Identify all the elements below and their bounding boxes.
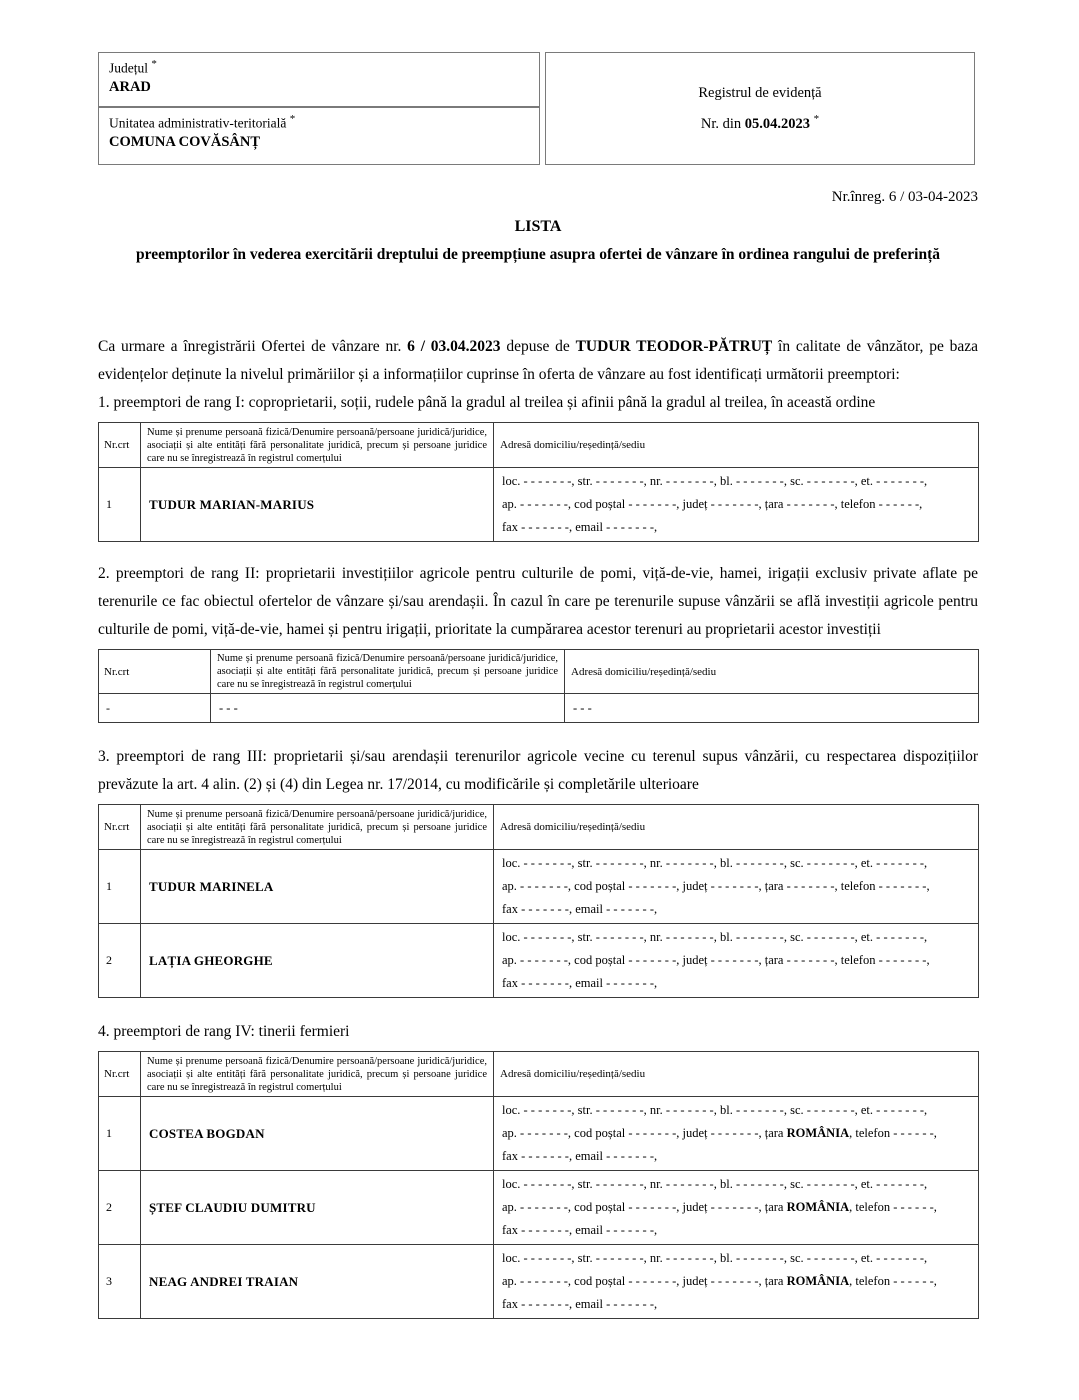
address-line1: loc. - - - - - - -, str. - - - - - - -, nr. - - - - - - -, bl. - - - - - - -, sc. - - - - - - -, et. - - - - - - -, bbox=[502, 1103, 928, 1117]
preemptor-address bbox=[494, 1171, 979, 1245]
address-line2-pre: ap. - - - - - - -, cod poștal - - - - - - -, județ - - - - - - -, țara bbox=[502, 1200, 787, 1214]
address-line3: fax - - - - - - -, email - - - - - - -, bbox=[502, 520, 658, 534]
preemptor-address bbox=[494, 1097, 979, 1171]
uat-value: COMUNA COVĂSÂNȚ bbox=[109, 133, 261, 150]
header-boxes bbox=[98, 52, 978, 165]
table-row bbox=[99, 1097, 979, 1171]
col-header-name: Nume și prenume persoană fizică/Denumire persoană/persoane juridică/juridice, asociații și alte entități fără personalitate juridică, precum și persoane juridice care nu se înregistrează în registrul comerțului bbox=[141, 423, 494, 468]
address-line3: fax - - - - - - -, email - - - - - - -, bbox=[502, 1297, 658, 1311]
seller-name: TUDUR TEODOR-PĂTRUȚ bbox=[575, 338, 773, 355]
address-line3: fax - - - - - - -, email - - - - - - -, bbox=[502, 1223, 658, 1237]
col-header-number: Nr.crt bbox=[99, 423, 141, 468]
registration-number-line: Nr.înreg. 6 / 03-04-2023 bbox=[831, 189, 978, 205]
preemptor-name: COSTEA BOGDAN bbox=[141, 1097, 494, 1171]
address-line1: loc. - - - - - - -, str. - - - - - - -, nr. - - - - - - -, bl. - - - - - - -, sc. - - - - - - -, et. - - - - - - -, bbox=[502, 856, 928, 870]
row-number: 1 bbox=[99, 468, 141, 542]
preemptor-name: NEAG ANDREI TRAIAN bbox=[141, 1245, 494, 1319]
address-country: ROMÂNIA bbox=[786, 1274, 850, 1288]
address-line2 bbox=[502, 875, 970, 898]
section-rank4-heading: 4. preemptori de rang IV: tinerii fermieri bbox=[98, 1023, 350, 1040]
address-country: ROMÂNIA bbox=[786, 1126, 850, 1140]
row-number: 2 bbox=[99, 1171, 141, 1245]
preemptor-name: LAȚIA GHEORGHE bbox=[141, 924, 494, 998]
registry-box bbox=[545, 52, 975, 165]
address-line1: loc. - - - - - - -, str. - - - - - - -, nr. - - - - - - -, bl. - - - - - - -, sc. - - - - - - -, et. - - - - - - -, bbox=[502, 1251, 928, 1265]
address-line1: loc. - - - - - - -, str. - - - - - - -, nr. - - - - - - -, bl. - - - - - - -, sc. - - - - - - -, et. - - - - - - -, bbox=[502, 1177, 928, 1191]
table-header-row bbox=[99, 1052, 979, 1097]
col-header-number: Nr.crt bbox=[99, 650, 211, 694]
uat-required-star: * bbox=[289, 113, 296, 125]
row-number: 1 bbox=[99, 1097, 141, 1171]
uat-cell bbox=[99, 108, 539, 163]
county-required-star: * bbox=[151, 58, 157, 70]
county-label bbox=[109, 58, 539, 77]
table-row bbox=[99, 468, 979, 542]
col-header-address: Adresă domiciliu/reședință/sediu bbox=[494, 1052, 979, 1097]
registry-number-line bbox=[701, 106, 819, 137]
preemptor-address bbox=[494, 468, 979, 542]
address-line2-post: , telefon - - - - - -, bbox=[849, 1126, 937, 1140]
address-line2 bbox=[502, 1196, 970, 1219]
col-header-address: Adresă domiciliu/reședință/sediu bbox=[565, 650, 979, 694]
preemptor-address bbox=[494, 924, 979, 998]
address-line2-post: , telefon - - - - - -, bbox=[849, 1200, 937, 1214]
uat-label-text: Unitatea administrativ-teritorială bbox=[109, 115, 287, 131]
col-header-name: Nume și prenume persoană fizică/Denumire persoană/persoane juridică/juridice, asociații și alte entități fără personalitate juridică, precum și persoane juridice care nu se înregistrează în registrul comerțului bbox=[141, 805, 494, 850]
table-header-row bbox=[99, 805, 979, 850]
rank1-table bbox=[98, 422, 979, 542]
county-label-text: Județul bbox=[109, 60, 148, 76]
col-header-address: Adresă domiciliu/reședință/sediu bbox=[494, 423, 979, 468]
county-value: ARAD bbox=[109, 78, 151, 95]
document-subtitle: preemptorilor în vederea exercitării dreptului de preempțiune asupra ofertei de vânzare în ordinea rangului de preferință bbox=[135, 246, 941, 263]
address-line2 bbox=[502, 1270, 970, 1293]
uat-label bbox=[109, 113, 539, 132]
intro-text-1: Ca urmare a înregistrării Ofertei de vânzare nr. bbox=[98, 338, 408, 355]
col-header-name: Nume și prenume persoană fizică/Denumire persoană/persoane juridică/juridice, asociații și alte entități fără personalitate juridică, precum și persoane juridice care nu se înregistrează în registrul comerțului bbox=[211, 650, 565, 694]
address-country: ROMÂNIA bbox=[786, 1200, 850, 1214]
address-line2 bbox=[502, 493, 970, 516]
registry-date: 05.04.2023 bbox=[744, 115, 811, 132]
section-rank3-heading: 3. preemptori de rang III: proprietarii și/sau arendașii terenurilor agricole vecine cu terenul supus vânzării, cu respectarea dispozițiilor prevăzute la art. 4 alin. (2) și (4) din Legea nr. 17/2014, cu modificările și completările ulterioare bbox=[98, 748, 978, 793]
table-row bbox=[99, 850, 979, 924]
county-cell bbox=[99, 53, 539, 108]
rank2-table bbox=[98, 649, 979, 723]
address-line3: fax - - - - - - -, email - - - - - - -, bbox=[502, 976, 658, 990]
row-number: 1 bbox=[99, 850, 141, 924]
col-header-number: Nr.crt bbox=[99, 805, 141, 850]
preemptor-name: - - - bbox=[211, 694, 565, 723]
section-rank1-heading: 1. preemptori de rang I: coproprietarii, soții, rudele până la gradul al treilea și afinii până la gradul al treilea, în această ordine bbox=[98, 394, 876, 411]
table-row bbox=[99, 924, 979, 998]
intro-text-2: depuse de bbox=[500, 338, 576, 355]
address-line2 bbox=[502, 1122, 970, 1145]
row-number: 2 bbox=[99, 924, 141, 998]
address-line2-pre: ap. - - - - - - -, cod poștal - - - - - - -, județ - - - - - - -, țara bbox=[502, 1126, 787, 1140]
preemptor-address: - - - bbox=[565, 694, 979, 723]
table-row bbox=[99, 694, 979, 723]
row-number: 3 bbox=[99, 1245, 141, 1319]
row-number: - bbox=[99, 694, 211, 723]
address-line2-pre: ap. - - - - - - -, cod poștal - - - - - - -, județ - - - - - - -, țara - - - - - - -, telefon - - - - - - -, bbox=[502, 879, 930, 893]
address-line1: loc. - - - - - - -, str. - - - - - - -, nr. - - - - - - -, bl. - - - - - - -, sc. - - - - - - -, et. - - - - - - -, bbox=[502, 474, 928, 488]
table-header-row bbox=[99, 423, 979, 468]
address-line3: fax - - - - - - -, email - - - - - - -, bbox=[502, 902, 658, 916]
table-row bbox=[99, 1171, 979, 1245]
preemptor-name: ȘTEF CLAUDIU DUMITRU bbox=[141, 1171, 494, 1245]
offer-number: 6 / 03.04.2023 bbox=[407, 338, 501, 355]
registry-required-star: * bbox=[813, 113, 820, 126]
address-line3: fax - - - - - - -, email - - - - - - -, bbox=[502, 1149, 658, 1163]
rank3-table bbox=[98, 804, 979, 998]
address-line2-pre: ap. - - - - - - -, cod poștal - - - - - - -, județ - - - - - - -, țara - - - - - - -, telefon - - - - - -, bbox=[502, 497, 923, 511]
col-header-name: Nume și prenume persoană fizică/Denumire persoană/persoane juridică/juridice, asociații și alte entități fără personalitate juridică, precum și persoane juridice care nu se înregistrează în registrul comerțului bbox=[141, 1052, 494, 1097]
intro-paragraph bbox=[98, 333, 978, 389]
preemptor-name: TUDUR MARIAN-MARIUS bbox=[141, 468, 494, 542]
address-line2-post: , telefon - - - - - -, bbox=[849, 1274, 937, 1288]
document-title: LISTA bbox=[514, 218, 562, 235]
registry-prefix: Nr. din bbox=[700, 115, 745, 132]
address-line1: loc. - - - - - - -, str. - - - - - - -, nr. - - - - - - -, bl. - - - - - - -, sc. - - - - - - -, et. - - - - - - -, bbox=[502, 930, 928, 944]
address-line2-pre: ap. - - - - - - -, cod poștal - - - - - - -, județ - - - - - - -, țara - - - - - - -, telefon - - - - - - -, bbox=[502, 953, 930, 967]
address-line2-pre: ap. - - - - - - -, cod poștal - - - - - - -, județ - - - - - - -, țara bbox=[502, 1274, 787, 1288]
registry-title: Registrul de evidență bbox=[698, 85, 822, 102]
table-row bbox=[99, 1245, 979, 1319]
preemptor-address bbox=[494, 850, 979, 924]
col-header-address: Adresă domiciliu/reședință/sediu bbox=[494, 805, 979, 850]
authority-box bbox=[98, 52, 540, 165]
preemptor-name: TUDUR MARINELA bbox=[141, 850, 494, 924]
preemptor-address bbox=[494, 1245, 979, 1319]
rank4-table bbox=[98, 1051, 979, 1319]
intro-text-3: în calitate de vânzător, pe baza evidențelor deținute la nivelul primăriilor și a informațiilor cuprinse în oferta de vânzare au fost identificați următorii preemptori: bbox=[98, 338, 978, 383]
col-header-number: Nr.crt bbox=[99, 1052, 141, 1097]
table-header-row bbox=[99, 650, 979, 694]
address-line2 bbox=[502, 949, 970, 972]
section-rank2-heading: 2. preemptori de rang II: proprietarii investițiilor agricole pentru culturile de pomi, viță-de-vie, hamei, irigații exclusiv private aflate pe terenurile ce fac obiectul ofertelor de vânzare și/sau arendașii. În cazul în care pe terenurile supuse vânzării se află investiții agricole pentru culturile de pomi, viță-de-vie, hamei și pentru irigații, prioritate la cumpărarea acestor terenuri au proprietarii acestor investiții bbox=[98, 565, 978, 638]
